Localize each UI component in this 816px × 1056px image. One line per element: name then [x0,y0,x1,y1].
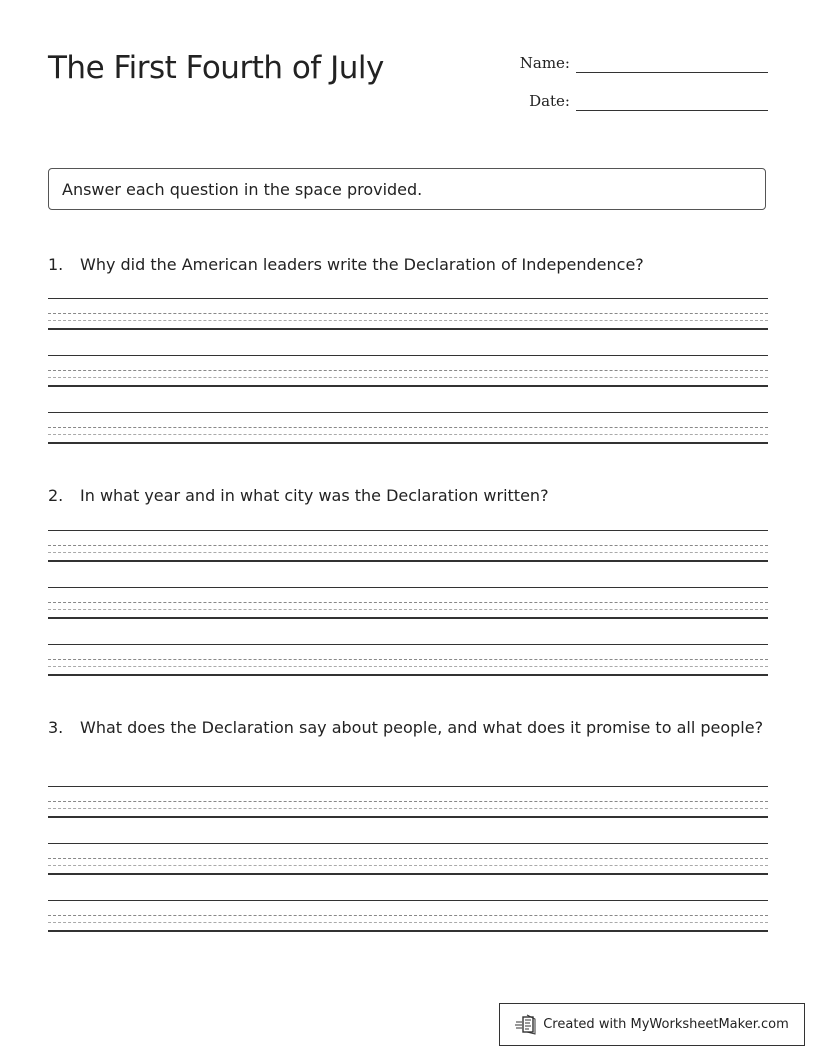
answer-area-2[interactable] [48,530,768,701]
question-number: 2. [48,486,64,505]
writing-line[interactable] [48,843,768,900]
answer-area-1[interactable] [48,298,768,469]
worksheet-maker-logo-icon [515,1014,537,1036]
worksheet-title: The First Fourth of July [48,50,384,86]
question-number: 1. [48,255,64,274]
writing-line[interactable] [48,587,768,644]
name-field[interactable] [576,52,768,73]
question-3 [48,715,768,740]
date-field-row [512,90,768,111]
question-text: Why did the American leaders write the Declaration of Independence? [80,255,644,274]
question-text: What does the Declaration say about people, and what does it promise to all people? [80,718,764,737]
answer-area-3[interactable] [48,786,768,957]
question-1 [48,252,768,277]
writing-line[interactable] [48,298,768,355]
writing-line[interactable] [48,644,768,701]
footer-text: Created with MyWorksheetMaker.com [543,1017,789,1032]
question-2 [48,483,768,508]
date-field[interactable] [576,90,768,111]
writing-line[interactable] [48,412,768,469]
instructions-box [48,168,766,210]
footer-badge[interactable] [499,1003,805,1046]
name-field-row [512,52,768,73]
writing-line[interactable] [48,900,768,957]
name-label: Name: [519,54,570,72]
question-text: In what year and in what city was the Declaration written? [80,486,549,505]
instructions-text: Answer each question in the space provided. [62,179,423,199]
date-label: Date: [529,92,570,110]
writing-line[interactable] [48,355,768,412]
writing-line[interactable] [48,786,768,843]
writing-line[interactable] [48,530,768,587]
question-number: 3. [48,718,64,737]
